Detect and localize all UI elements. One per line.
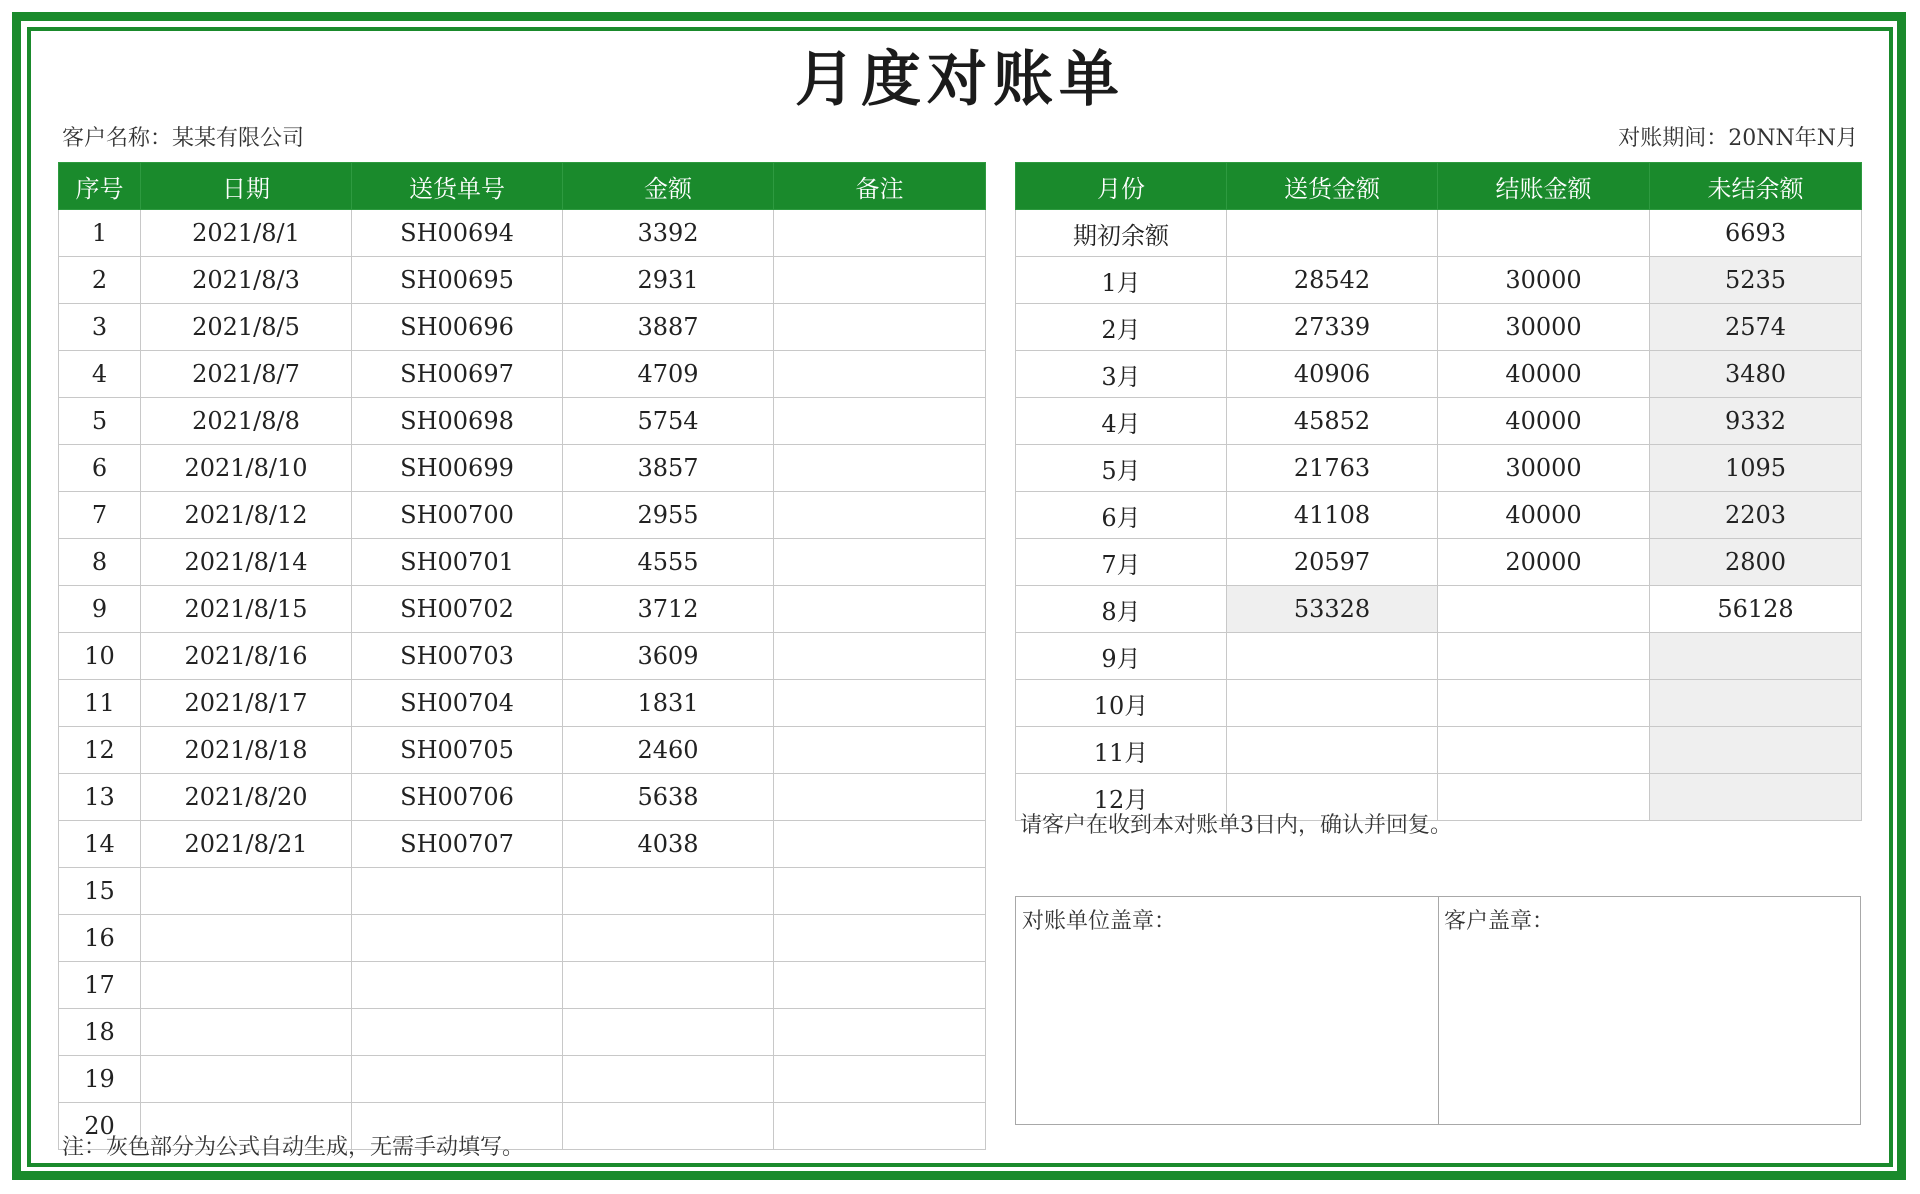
table-row	[59, 962, 986, 1009]
table-cell: 5754	[563, 398, 774, 445]
table-cell: SH00706	[352, 774, 563, 821]
table-cell: 9	[59, 586, 141, 633]
table-cell: 3月	[1016, 351, 1227, 398]
table-cell: 40000	[1438, 492, 1650, 539]
statement-period: 对账期间：20NN年N月	[1618, 126, 1858, 151]
table-cell	[774, 586, 986, 633]
table-cell: 21763	[1227, 445, 1438, 492]
table-row	[1016, 210, 1862, 257]
table-row	[59, 539, 986, 586]
table-row	[1016, 586, 1862, 633]
table-cell: SH00704	[352, 680, 563, 727]
table-cell: 5235	[1650, 257, 1862, 304]
table-cell: SH00694	[352, 210, 563, 257]
table-cell: 8	[59, 539, 141, 586]
table-cell: 10	[59, 633, 141, 680]
confirmation-notice: 请客户在收到本对账单3日内，确认并回复。	[1020, 813, 1452, 838]
table-cell	[774, 680, 986, 727]
table-cell: 4	[59, 351, 141, 398]
table-row	[59, 774, 986, 821]
stamp-divider	[1438, 897, 1439, 1124]
table-cell: SH00703	[352, 633, 563, 680]
table-cell	[1438, 774, 1650, 821]
table-row	[59, 586, 986, 633]
table-cell: 3392	[563, 210, 774, 257]
footnote: 注：灰色部分为公式自动生成，无需手动填写。	[62, 1135, 525, 1160]
table-cell: 2021/8/5	[141, 304, 352, 351]
table-cell: 5	[59, 398, 141, 445]
table-cell: 2021/8/7	[141, 351, 352, 398]
table-cell: SH00701	[352, 539, 563, 586]
table-cell	[1438, 680, 1650, 727]
column-header: 金额	[563, 163, 774, 210]
table-cell: 4月	[1016, 398, 1227, 445]
table-cell	[563, 1056, 774, 1103]
table-cell: 2021/8/14	[141, 539, 352, 586]
table-cell: 1月	[1016, 257, 1227, 304]
table-cell	[774, 1103, 986, 1150]
table-cell	[774, 1056, 986, 1103]
table-cell	[774, 445, 986, 492]
table-cell: 19	[59, 1056, 141, 1103]
table-row	[59, 821, 986, 868]
table-cell	[774, 304, 986, 351]
table-cell: 7月	[1016, 539, 1227, 586]
stamp-area	[1015, 896, 1861, 1125]
table-cell	[774, 962, 986, 1009]
table-cell: 2800	[1650, 539, 1862, 586]
table-cell: 17	[59, 962, 141, 1009]
table-cell: 2021/8/12	[141, 492, 352, 539]
table-cell: 2021/8/17	[141, 680, 352, 727]
table-cell	[774, 821, 986, 868]
table-cell: 11	[59, 680, 141, 727]
column-header: 备注	[774, 163, 986, 210]
table-cell: 2月	[1016, 304, 1227, 351]
table-row	[1016, 727, 1862, 774]
table-cell: 2021/8/15	[141, 586, 352, 633]
column-header: 未结余额	[1650, 163, 1862, 210]
table-cell: 期初余额	[1016, 210, 1227, 257]
monthly-summary-table	[1015, 162, 1862, 821]
table-cell: 3887	[563, 304, 774, 351]
table-row	[59, 680, 986, 727]
table-cell: 20597	[1227, 539, 1438, 586]
table-cell: 2021/8/8	[141, 398, 352, 445]
table-cell	[352, 962, 563, 1009]
table-cell: 40906	[1227, 351, 1438, 398]
table-cell	[774, 492, 986, 539]
table-cell	[1227, 210, 1438, 257]
table-cell	[352, 868, 563, 915]
table-cell: SH00696	[352, 304, 563, 351]
page-title: 月度对账单	[795, 45, 1125, 115]
table-cell: 12月	[1016, 774, 1227, 821]
table-row	[1016, 257, 1862, 304]
table-cell: SH00702	[352, 586, 563, 633]
table-cell	[774, 774, 986, 821]
table-row	[1016, 539, 1862, 586]
table-cell	[563, 868, 774, 915]
table-cell: 27339	[1227, 304, 1438, 351]
table-row	[1016, 680, 1862, 727]
table-cell: 14	[59, 821, 141, 868]
table-cell: SH00705	[352, 727, 563, 774]
table-cell: 5月	[1016, 445, 1227, 492]
table-cell	[1438, 210, 1650, 257]
customer-stamp-label: 客户盖章：	[1444, 909, 1555, 934]
table-row	[59, 633, 986, 680]
table-cell: 4555	[563, 539, 774, 586]
table-row	[59, 1056, 986, 1103]
table-cell: 2021/8/21	[141, 821, 352, 868]
table-cell: 2021/8/16	[141, 633, 352, 680]
column-header: 序号	[59, 163, 141, 210]
table-cell	[1438, 586, 1650, 633]
table-cell: 40000	[1438, 351, 1650, 398]
table-cell: SH00707	[352, 821, 563, 868]
table-cell: 11月	[1016, 727, 1227, 774]
table-cell	[141, 915, 352, 962]
table-cell	[141, 1056, 352, 1103]
table-cell: 53328	[1227, 586, 1438, 633]
table-cell: 2021/8/18	[141, 727, 352, 774]
table-cell	[1438, 727, 1650, 774]
table-cell: 4709	[563, 351, 774, 398]
table-row	[59, 257, 986, 304]
table-cell: 6月	[1016, 492, 1227, 539]
table-cell: 15	[59, 868, 141, 915]
table-row	[59, 868, 986, 915]
table-cell	[774, 210, 986, 257]
table-cell	[141, 962, 352, 1009]
table-cell: 18	[59, 1009, 141, 1056]
table-cell: 3	[59, 304, 141, 351]
monthly-summary-body	[1016, 210, 1862, 821]
table-cell: 30000	[1438, 304, 1650, 351]
table-row	[59, 304, 986, 351]
table-cell: 13	[59, 774, 141, 821]
table-cell: SH00697	[352, 351, 563, 398]
table-row	[59, 1009, 986, 1056]
table-cell: 1831	[563, 680, 774, 727]
table-cell: 7	[59, 492, 141, 539]
table-cell: 6693	[1650, 210, 1862, 257]
table-cell	[1650, 680, 1862, 727]
table-row	[1016, 492, 1862, 539]
table-cell	[774, 868, 986, 915]
table-cell	[563, 915, 774, 962]
table-cell: 56128	[1650, 586, 1862, 633]
table-cell: 9332	[1650, 398, 1862, 445]
table-cell: 30000	[1438, 445, 1650, 492]
table-cell: 10月	[1016, 680, 1227, 727]
table-cell	[352, 915, 563, 962]
table-cell	[774, 633, 986, 680]
table-cell	[774, 915, 986, 962]
table-cell: 2	[59, 257, 141, 304]
customer-name: 客户名称：某某有限公司	[62, 126, 305, 151]
table-cell	[774, 398, 986, 445]
table-cell: 2931	[563, 257, 774, 304]
table-cell: 45852	[1227, 398, 1438, 445]
table-cell: 5638	[563, 774, 774, 821]
table-cell: 20000	[1438, 539, 1650, 586]
table-cell: 3857	[563, 445, 774, 492]
table-cell	[1227, 727, 1438, 774]
table-cell: 1095	[1650, 445, 1862, 492]
delivery-table-body	[59, 210, 986, 1150]
column-header: 日期	[141, 163, 352, 210]
table-cell: 2460	[563, 727, 774, 774]
company-stamp-label: 对账单位盖章：	[1022, 909, 1177, 934]
table-cell: 40000	[1438, 398, 1650, 445]
table-cell	[141, 868, 352, 915]
table-cell: SH00699	[352, 445, 563, 492]
table-cell	[774, 351, 986, 398]
table-cell: 3712	[563, 586, 774, 633]
table-cell: 12	[59, 727, 141, 774]
table-cell: 2021/8/1	[141, 210, 352, 257]
table-cell: 4038	[563, 821, 774, 868]
table-cell: 8月	[1016, 586, 1227, 633]
table-row	[59, 492, 986, 539]
table-row	[59, 445, 986, 492]
table-row	[1016, 304, 1862, 351]
table-row	[59, 351, 986, 398]
table-row	[59, 915, 986, 962]
table-cell: 2574	[1650, 304, 1862, 351]
table-cell: 2021/8/20	[141, 774, 352, 821]
column-header: 送货单号	[352, 163, 563, 210]
table-cell: SH00698	[352, 398, 563, 445]
table-cell: 41108	[1227, 492, 1438, 539]
table-cell	[1227, 633, 1438, 680]
table-cell: 2955	[563, 492, 774, 539]
table-cell	[1650, 774, 1862, 821]
table-cell: 2021/8/10	[141, 445, 352, 492]
delivery-table-header	[59, 163, 986, 210]
table-cell	[1438, 633, 1650, 680]
table-row	[59, 727, 986, 774]
table-cell	[774, 539, 986, 586]
column-header: 月份	[1016, 163, 1227, 210]
table-cell: 30000	[1438, 257, 1650, 304]
table-cell: SH00695	[352, 257, 563, 304]
monthly-summary-header	[1016, 163, 1862, 210]
table-row	[59, 398, 986, 445]
table-cell: 2203	[1650, 492, 1862, 539]
table-cell	[141, 1009, 352, 1056]
delivery-table	[58, 162, 986, 1150]
table-row	[1016, 351, 1862, 398]
column-header: 结账金额	[1438, 163, 1650, 210]
table-row	[59, 210, 986, 257]
table-cell: 1	[59, 210, 141, 257]
table-cell: 20	[59, 1103, 141, 1150]
table-cell	[563, 1103, 774, 1150]
table-cell	[774, 257, 986, 304]
table-cell: SH00700	[352, 492, 563, 539]
table-cell	[563, 962, 774, 1009]
table-cell: 16	[59, 915, 141, 962]
table-row	[1016, 633, 1862, 680]
table-cell: 28542	[1227, 257, 1438, 304]
table-cell	[352, 1056, 563, 1103]
table-cell: 9月	[1016, 633, 1227, 680]
table-cell	[774, 1009, 986, 1056]
table-cell: 6	[59, 445, 141, 492]
table-cell	[1227, 680, 1438, 727]
table-cell	[352, 1009, 563, 1056]
table-cell: 3480	[1650, 351, 1862, 398]
column-header: 送货金额	[1227, 163, 1438, 210]
table-row	[1016, 445, 1862, 492]
table-cell	[563, 1009, 774, 1056]
table-cell	[774, 727, 986, 774]
table-cell: 3609	[563, 633, 774, 680]
table-cell	[1650, 633, 1862, 680]
table-cell: 2021/8/3	[141, 257, 352, 304]
table-row	[1016, 398, 1862, 445]
table-cell	[1650, 727, 1862, 774]
